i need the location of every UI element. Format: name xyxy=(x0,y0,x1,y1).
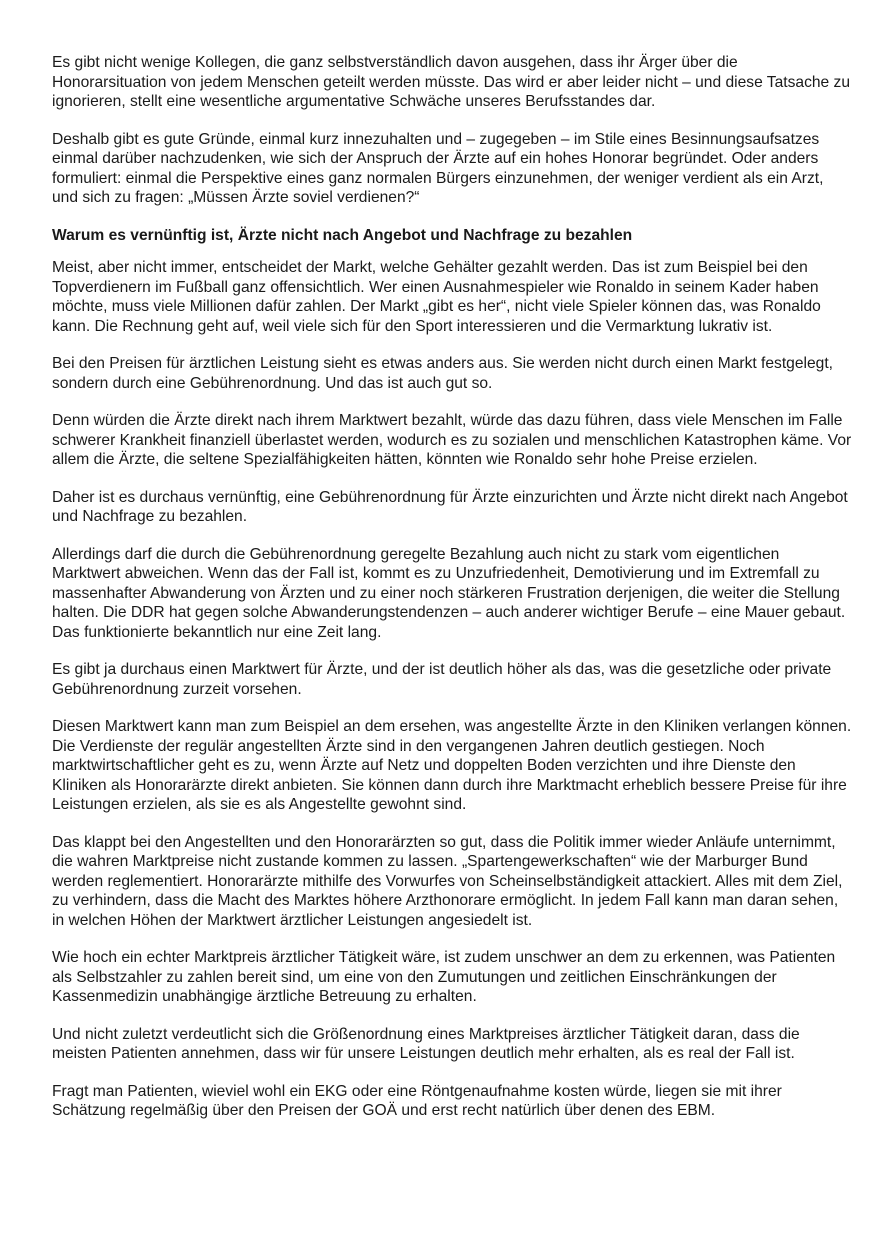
paragraph: Denn würden die Ärzte direkt nach ihrem Marktwert bezahlt, würde das dazu führen, dass viele Menschen im Falle schwerer Krankheit finanziell überlastet werden, wodurch es zu sozialen und menschlichen Katastrophen käme. Vor allem die Ärzte, die seltene Spezialfähigkeiten hätten, könnten wie Ronaldo sehr hohe Preise erzielen. xyxy=(52,412,852,468)
paragraph: Meist, aber nicht immer, entscheidet der Markt, welche Gehälter gezahlt werden. Das ist zum Beispiel bei den Topverdienern im Fußball ganz offensichtlich. Wer einen Ausnahmespieler wie Ronaldo in seinem Kader haben möchte, muss viele Millionen dafür zahlen. Der Markt „gibt es her“, nicht viele Spieler können das, was Ronaldo kann. Die Rechnung geht auf, weil viele sich für den Sport interessieren und die Vermarktung lukrativ ist. xyxy=(52,259,821,335)
paragraph: Es gibt ja durchaus einen Marktwert für Ärzte, und der ist deutlich höher als das, was die gesetzliche oder private Gebührenordnung zurzeit vorsehen. xyxy=(52,661,832,698)
paragraph: Das klappt bei den Angestellten und den Honorarärzten so gut, dass die Politik immer wieder Anläufe unternimmt, die wahren Marktpreise nicht zustande kommen zu lassen. „Spartengewerkschaften“ wie der Marburger Bund werden reglementiert. Honorarärzte mithilfe des Vorwurfes von Scheinselbständigkeit attackiert. Alles mit dem Ziel, zu verhindern, dass die Macht des Marktes höhere Arzthonorare ermöglicht. In jedem Fall kann man daran sehen, in welchen Höhen der Marktwert ärztlicher Leistungen angesiedelt ist. xyxy=(52,833,843,929)
paragraph: Diesen Marktwert kann man zum Beispiel an dem ersehen, was angestellte Ärzte in den Kliniken verlangen können. Die Verdienste der regulär angestellten Ärzte sind in den vergangenen Jahren deutlich gestiegen. Noch marktwirtschaftlicher geht es zu, wenn Ärzte auf Netz und doppelten Boden verzichten und ihre Dienste den Kliniken als Honorarärzte direkt anbieten. Sie können dann durch ihre Marktmacht erheblich bessere Preise für ihre Leistungen erzielen, als sie es als Angestellte gewohnt sind. xyxy=(52,718,852,813)
paragraph: Bei den Preisen für ärztlichen Leistung sieht es etwas anders aus. Sie werden nicht durch einen Markt festgelegt, sondern durch eine Gebührenordnung. Und das ist auch gut so. xyxy=(52,355,833,392)
paragraph: Es gibt nicht wenige Kollegen, die ganz selbstverständlich davon ausgehen, dass ihr Ärger über die Honorarsituation von jedem Menschen geteilt werden müsste. Das wird er aber leider nicht – und diese Tatsache zu ignorieren, stellt eine wesentliche argumentative Schwäche unseres Berufsstandes dar. xyxy=(52,54,851,110)
paragraph: Fragt man Patienten, wieviel wohl ein EKG oder eine Röntgenaufnahme kosten würde, liegen sie mit ihrer Schätzung regelmäßig über den Preisen der GOÄ und erst recht natürlich über denen des EBM. xyxy=(52,1082,782,1119)
paragraph: Allerdings darf die durch die Gebührenordnung geregelte Bezahlung auch nicht zu stark vom eigentlichen Marktwert abweichen. Wenn das der Fall ist, kommt es zu Unzufriedenheit, Demotivierung und im Extremfall zu massenhafter Abwanderung von Ärzten und zu einer noch stärkeren Frustration derjenigen, die weiter die Stellung halten. Die DDR hat gegen solche Abwanderungstendenzen – auch anderer wichtiger Berufe – eine Mauer gebaut. Das funktionierte bekanntlich nur eine Zeit lang. xyxy=(52,545,846,641)
paragraph: Deshalb gibt es gute Gründe, einmal kurz innezuhalten und – zugegeben – im Stile eines Besinnungsaufsatzes einmal darüber nachzudenken, wie sich der Anspruch der Ärzte auf ein hohes Honorar begründet. Oder anders formuliert: einmal die Perspektive eines ganz normalen Bürgers einzunehmen, der weniger verdient als ein Arzt, und sich zu fragen: „Müssen Ärzte soviel verdienen?“ xyxy=(52,130,824,206)
section-heading: Warum es vernünftig ist, Ärzte nicht nach Angebot und Nachfrage zu bezahlen xyxy=(52,226,633,244)
document-page xyxy=(52,53,852,1139)
paragraph: Daher ist es durchaus vernünftig, eine Gebührenordnung für Ärzte einzurichten und Ärzte nicht direkt nach Angebot und Nachfrage zu bezahlen. xyxy=(52,488,848,525)
paragraph: Wie hoch ein echter Marktpreis ärztlicher Tätigkeit wäre, ist zudem unschwer an dem zu erkennen, was Patienten als Selbstzahler zu zahlen bereit sind, um eine von den Zumutungen und zeitlichen Einschränkungen der Kassenmedizin unabhängige ärztliche Betreuung zu erhalten. xyxy=(52,949,836,1005)
paragraph: Und nicht zuletzt verdeutlicht sich die Größenordnung eines Marktpreises ärztlicher Tätigkeit daran, dass die meisten Patienten annehmen, dass wir für unsere Leistungen deutlich mehr erhalten, als es real der Fall ist. xyxy=(52,1025,800,1062)
